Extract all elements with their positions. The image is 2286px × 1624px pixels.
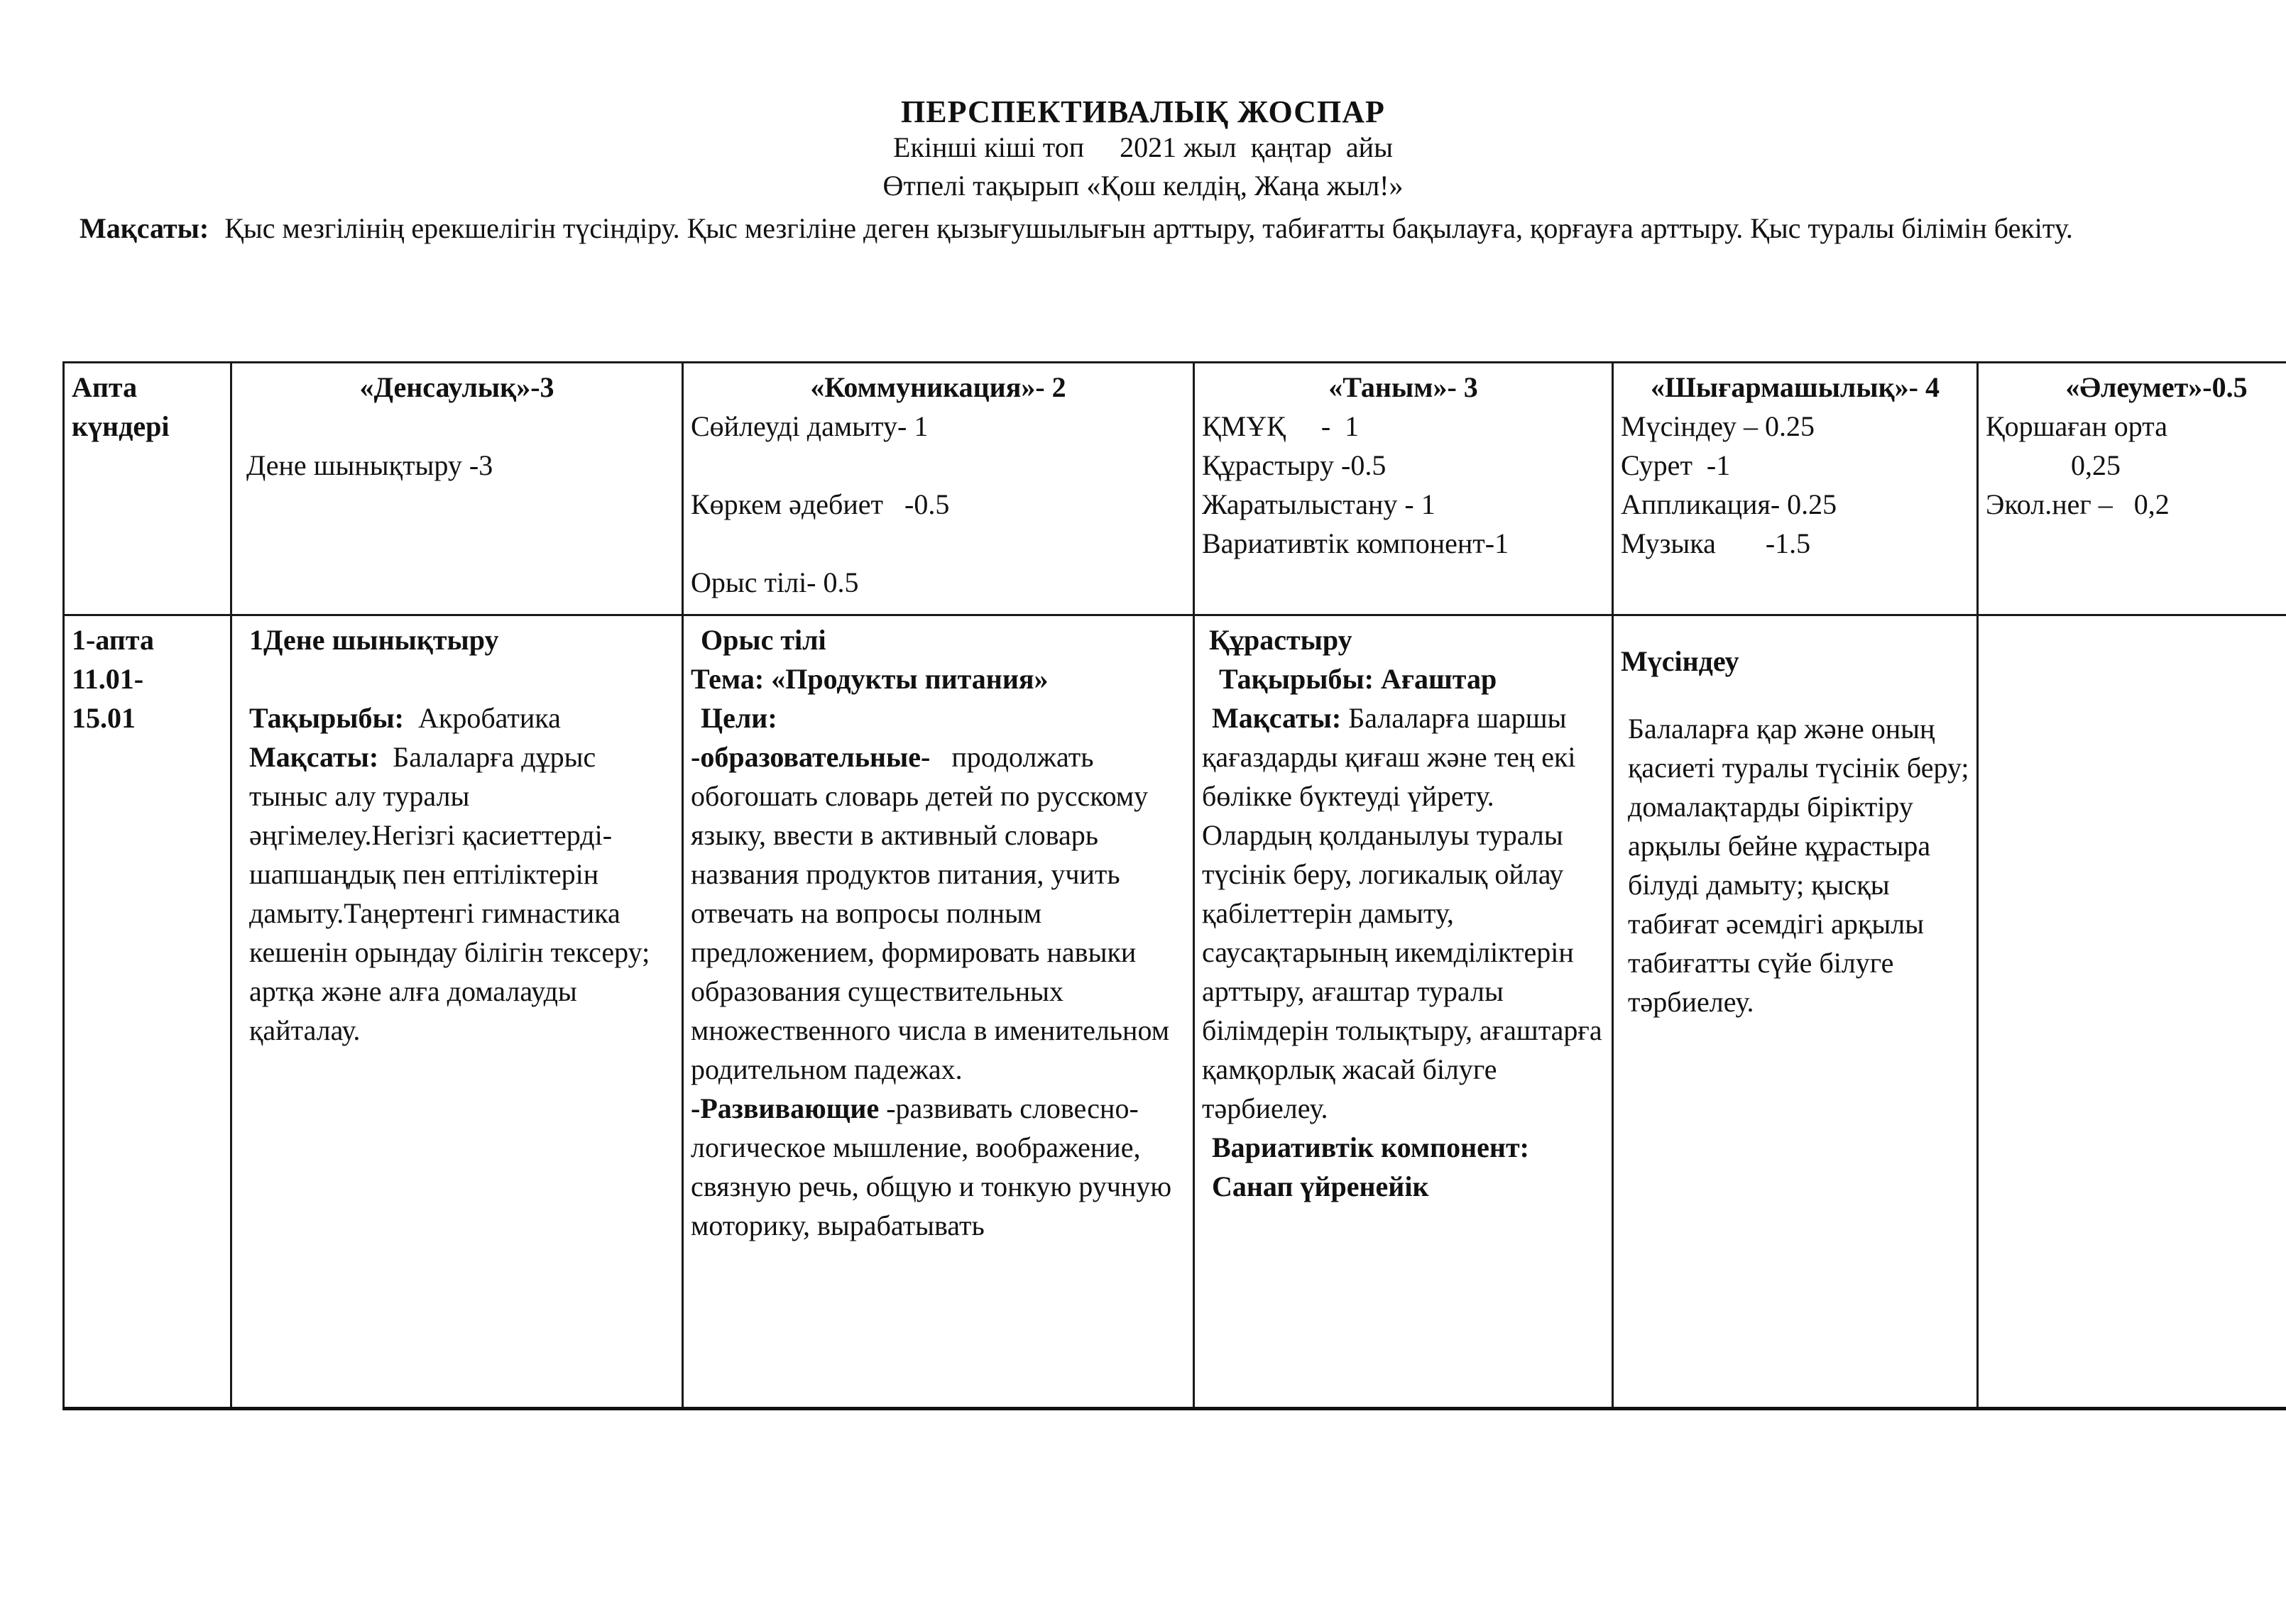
educational-text: продолжать обогошать словарь детей по русскому языку, ввести в активный словарь названия продуктов питания, учить отвечать на вопросы полным предложением, формировать навыки образования существительных множественного числа в именительном родительном падежах.	[691, 741, 1170, 1085]
table-header-row	[64, 363, 2286, 615]
area-item: Музыка -1.5	[1621, 527, 1811, 559]
subject-name: Мүсіндеу	[1621, 645, 1739, 677]
goal-text: Балаларға дұрыс тыныс алу туралы әңгімелеу.Негізгі қасиеттерді- шапшаңдық пен ептіліктерін дамыту.Таңертенгі гимнастика кешенін орындау білігін тексеру; артқа және алға домалауды қайталау.	[249, 741, 650, 1046]
subject-name: Құрастыру	[1209, 624, 1352, 656]
week-date-end: 15.01	[72, 702, 136, 734]
goal-label: Мақсаты:	[249, 741, 379, 773]
educational-label: -образовательные-	[691, 741, 931, 773]
goal-text: Балаларға шаршы қағаздарды қиғаш және тең екі бөлікке бүктеуді үйрету. Олардың қолданылуы туралы түсінік беру, логикалық ойлау қабілеттерін дамыту, саусақтарының икемділіктерін арттыру, ағаштар туралы білімдерін толықтыру, ағаштарға қамқорлық жасай білуге тәрбиелеу.	[1202, 702, 1602, 1124]
week-number: 1-апта	[72, 624, 154, 656]
area-item: Сөйлеуді дамыту- 1	[691, 410, 929, 442]
header-cell-week-days	[64, 363, 231, 615]
week-date-start: 11.01-	[72, 663, 144, 695]
header-cell-cognition	[1194, 363, 1613, 615]
area-item: ҚМҰҚ - 1	[1202, 410, 1360, 442]
area-item: Сурет -1	[1621, 449, 1731, 481]
area-title-health: «Денсаулық»-3	[359, 371, 554, 403]
subject-name: Орыс тілі	[701, 624, 826, 656]
area-item: 0,25	[2071, 449, 2121, 481]
area-item: Дене шынықтыру -3	[246, 449, 493, 481]
area-item: Жаратылыстану - 1	[1202, 488, 1435, 520]
developmental-label: -Развивающие	[691, 1092, 880, 1124]
purpose-label: Мақсаты:	[80, 212, 209, 244]
header-cell-creativity	[1613, 363, 1978, 615]
topic-text: Тема: «Продукты питания»	[691, 663, 1049, 695]
header-cell-communication	[683, 363, 1194, 615]
developmental-text: -развивать словесно-логическое мышление, воображение, связную речь, общую и тонкую ручную моторику, вырабатывать	[691, 1092, 1172, 1241]
area-title-cognition: «Таным»- 3	[1328, 371, 1478, 403]
subject-name: 1Дене шынықтыру	[249, 624, 499, 656]
purpose-text: Қыс мезгілінің ерекшелігін түсіндіру. Қыс мезгіліне деген қызығушылығын арттыру, табиғатты бақылауға, қорғауға арттыру. Қыс туралы білімін бекіту.	[224, 212, 2073, 244]
group-and-date-line: Екінші кіші топ 2021 жыл қаңтар айы	[893, 131, 1393, 163]
creativity-text: Балаларға қар және оның қасиеті туралы түсінік беру; домалақтарды біріктіру арқылы бейне құрастыра білуді дамыту; қысқы табиғат әсемдігі арқылы табиғатты сүйе білуге тәрбиелеу.	[1628, 713, 1969, 1018]
communication-cell	[683, 615, 1194, 1409]
social-cell	[1978, 615, 2286, 1409]
creativity-cell	[1613, 615, 1978, 1409]
table-row	[64, 615, 2286, 1409]
area-item: Қоршаған орта	[1986, 410, 2167, 442]
topic-text: Акробатика	[418, 702, 561, 734]
cognition-cell	[1194, 615, 1613, 1409]
header-cell-social	[1978, 363, 2286, 615]
topic-text: Тақырыбы: Ағаштар	[1219, 663, 1497, 695]
goal-label: Мақсаты:	[1212, 702, 1342, 734]
header-cell-health	[231, 363, 683, 615]
week-label: Апта	[72, 371, 138, 403]
area-item: Құрастыру -0.5	[1202, 449, 1387, 481]
area-title-social: «Әлеумет»-0.5	[2065, 371, 2248, 403]
purpose-paragraph	[80, 207, 2195, 250]
variative-label: Вариативтік компонент:	[1212, 1131, 1529, 1163]
area-item: Аппликация- 0.25	[1621, 488, 1837, 520]
days-label: күндері	[72, 410, 170, 442]
health-cell	[231, 615, 683, 1409]
area-item: Көркем әдебиет -0.5	[691, 488, 950, 520]
variative-text: Санап үйренейік	[1212, 1170, 1429, 1202]
area-title-creativity: «Шығармашылық»- 4	[1651, 371, 1940, 403]
goals-label: Цели:	[701, 702, 777, 734]
week-cell	[64, 615, 231, 1409]
area-item: Мүсіндеу – 0.25	[1621, 410, 1815, 442]
transitional-theme-line: Өтпелі тақырып «Қош келдің, Жаңа жыл!»	[882, 170, 1404, 202]
area-title-communication: «Коммуникация»- 2	[810, 371, 1066, 403]
area-item: Экол.нег – 0,2	[1986, 488, 2170, 520]
area-item: Орыс тілі- 0.5	[691, 566, 859, 598]
perspective-plan-table	[62, 361, 2286, 1410]
topic-label: Тақырыбы:	[249, 702, 404, 734]
area-item: Вариативтік компонент-1	[1202, 527, 1509, 559]
document-title: ПЕРСПЕКТИВАЛЫҚ ЖОСПАР	[901, 94, 1385, 129]
